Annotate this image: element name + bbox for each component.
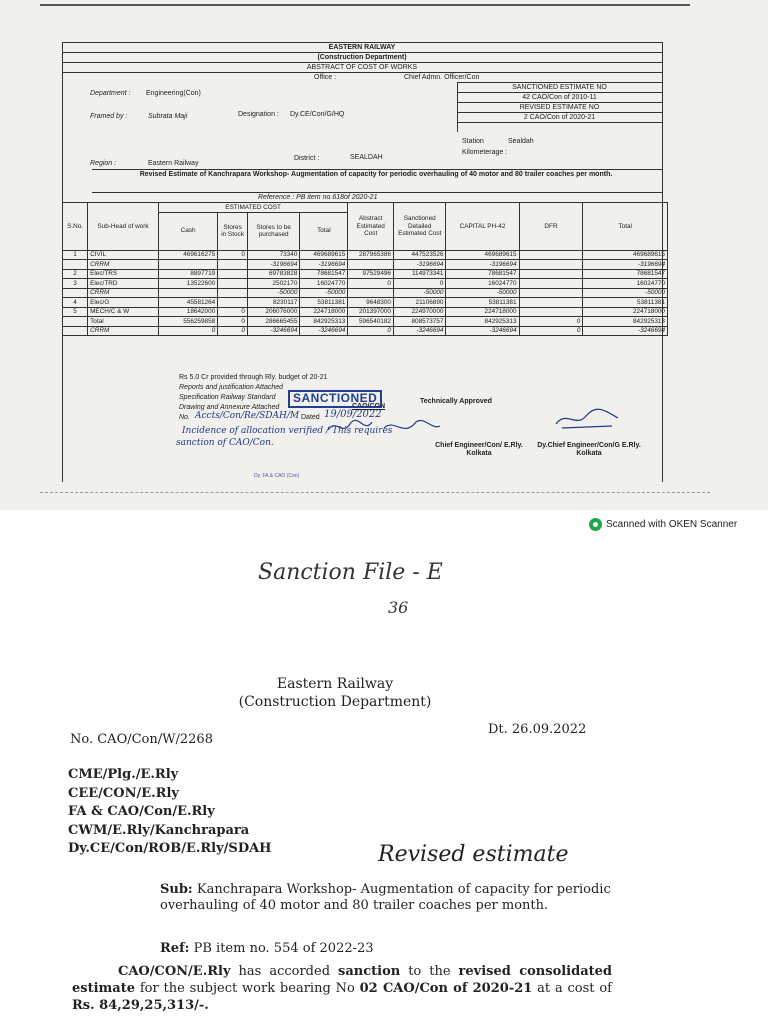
th-sanctioned-detailed: Sanctioned Detailed Estimated Cost (393, 203, 446, 251)
dyce-sign-title: Dy.Chief Engineer/Con/G E.Rly. Kolkata (537, 442, 641, 458)
dyce-signature-icon (552, 406, 622, 432)
table-cell: -3196694 (446, 260, 519, 270)
table-cell: 9648300 (348, 298, 394, 308)
table-cell: 53811381 (446, 298, 519, 308)
recipient-list (68, 766, 271, 859)
table-cell: -3196694 (393, 260, 446, 270)
table-cell: -3196694 (247, 260, 300, 270)
table-cell: 0 (218, 307, 248, 317)
table-cell: 0 (218, 326, 248, 336)
handwritten-date: 19/09/2022 (324, 409, 382, 420)
seal-text: Dy. FA & CAO (Con) (254, 473, 300, 479)
table-cell (519, 279, 583, 289)
letter-date: Dt. 26.09.2022 (488, 722, 587, 737)
table-row (63, 288, 668, 298)
recipient-3: FA & CAO/Con/E.Rly (68, 804, 215, 819)
th-capital: CAPITAL PH-42 (446, 203, 519, 251)
framed-by-label: Framed by : (90, 113, 128, 120)
table-cell: 286665455 (247, 317, 300, 327)
table-cell: 224718000 (446, 307, 519, 317)
work-title: Revised Estimate of Kanchrapara Workshop- Augmentation of capacity for periodic overhauling of 40 motor and 80 trailer coaches per month. (139, 171, 613, 178)
framed-by-value: Subrata Maji (148, 113, 188, 120)
table-cell (218, 269, 248, 279)
recipient-1: CME/Plg./E.Rly (68, 767, 179, 782)
para-authority: CAO/CON/E.Rly (118, 964, 231, 979)
table-cell: 0 (158, 326, 217, 336)
table-cell: CRRM (88, 260, 159, 270)
table-cell (218, 288, 248, 298)
table-cell: 224970000 (393, 307, 446, 317)
table-cell: -50000 (583, 288, 668, 298)
ce-signature-icon (324, 416, 444, 438)
district-label: District : (294, 155, 320, 162)
recipient-4: CWM/E.Rly/Kanchrapara (68, 822, 250, 838)
table-cell: 808573757 (393, 317, 446, 327)
table-cell: -50000 (300, 288, 348, 298)
cost-table (62, 202, 668, 336)
table-cell (63, 326, 88, 336)
table-cell (63, 317, 88, 327)
ref-label: Ref: (160, 941, 190, 956)
region-value: Eastern Railway (148, 160, 199, 167)
table-cell: 3 (63, 279, 88, 289)
para-text-1: has accorded (230, 964, 339, 979)
subject-label: Sub: (160, 882, 193, 897)
table-cell: 16024770 (300, 279, 348, 289)
para-sanction: sanction (338, 964, 401, 979)
designation-value: Dy.CE/Con/G/HQ (290, 111, 345, 118)
org-name: EASTERN RAILWAY (328, 44, 396, 51)
abstract-page (0, 0, 768, 510)
abstract-title: ABSTRACT OF COST OF WORKS (306, 64, 418, 71)
table-cell: Total (88, 317, 159, 327)
table-cell: -50000 (446, 288, 519, 298)
table-cell: 206076000 (247, 307, 300, 317)
district-value: SEALDAH (350, 154, 383, 161)
scanner-logo-icon (589, 518, 602, 531)
table-cell: 53811381 (583, 298, 668, 308)
table-row (63, 250, 668, 260)
table-cell: 842925313 (446, 317, 519, 327)
letter-page (0, 540, 768, 1024)
handwritten-note-line2: sanction of CAO/Con. (176, 438, 274, 448)
table-cell: -3246694 (583, 326, 668, 336)
table-cell: 469689615 (583, 250, 668, 260)
table-cell (519, 307, 583, 317)
table-cell: -3196694 (300, 260, 348, 270)
table-cell: 224718000 (300, 307, 348, 317)
kilometerage-label: Kilometerage : (462, 149, 508, 156)
note-5: No. (179, 414, 190, 421)
table-cell (63, 260, 88, 270)
table-cell: -50000 (247, 288, 300, 298)
para-text-2: to the (400, 964, 459, 979)
station-label: Station (462, 138, 484, 145)
table-cell: 16024770 (446, 279, 519, 289)
table-cell (519, 260, 583, 270)
table-row (63, 260, 668, 270)
note-2: Reports and justification Attached (179, 384, 284, 391)
table-cell: 596540182 (348, 317, 394, 327)
handwritten-file-number: 36 (388, 598, 409, 617)
subject (160, 882, 620, 914)
th-total: Total (300, 212, 348, 250)
table-cell: 78681547 (446, 269, 519, 279)
office-label: Office : (314, 74, 337, 81)
para-text-4: at a cost of (532, 981, 612, 996)
table-cell: 2502170 (247, 279, 300, 289)
reference-line (160, 941, 374, 956)
station-value: Sealdah (508, 138, 534, 145)
table-row (63, 279, 668, 289)
top-rule (40, 4, 690, 6)
table-cell: -3246694 (446, 326, 519, 336)
table-cell: -50000 (393, 288, 446, 298)
recipient-5: Dy.CE/Con/ROB/E.Rly/SDAH (68, 841, 272, 856)
handwritten-memo-no: Accts/Con/Re/SDAH/M (195, 411, 300, 421)
reference: Reference : PB item no.618of 2020-21 (258, 194, 378, 201)
table-cell (348, 260, 394, 270)
table-cell (519, 298, 583, 308)
table-cell: 18642000 (158, 307, 217, 317)
abstract-sheet (62, 36, 665, 479)
table-cell: 53811381 (300, 298, 348, 308)
ce-sign-title: Chief Engineer/Con/ E.Rly. Kolkata (435, 442, 523, 458)
table-cell: 842925313 (583, 317, 668, 327)
dept-name: (Construction Department) (317, 54, 407, 61)
table-cell (519, 250, 583, 260)
sanctioned-estimate-label: SANCTIONED ESTIMATE NO (512, 84, 607, 91)
table-cell: -3196694 (583, 260, 668, 270)
table-cell: 287965386 (348, 250, 394, 260)
table-cell: 73340 (247, 250, 300, 260)
scanner-badge (589, 518, 737, 531)
note-3: Specification Railway Standard (179, 394, 276, 401)
table-cell: 201397000 (348, 307, 394, 317)
office-value: Chief Admn. Officer/Con (404, 74, 480, 81)
dated-label: Dated (301, 414, 320, 421)
table-cell: 8230117 (247, 298, 300, 308)
table-row (63, 298, 668, 308)
revised-estimate-label: REVISED ESTIMATE NO (519, 104, 600, 111)
table-cell: 8897719 (158, 269, 217, 279)
th-estimated-cost: ESTIMATED COST (158, 203, 347, 213)
table-cell: 469616275 (158, 250, 217, 260)
table-cell: 842925313 (300, 317, 348, 327)
para-amount: Rs. 84,29,25,313/-. (72, 998, 209, 1013)
letter-dept: (Construction Department) (238, 694, 432, 710)
table-cell: -3246694 (247, 326, 300, 336)
table-cell: 78681547 (583, 269, 668, 279)
table-row (63, 269, 668, 279)
th-grand-total: Total (583, 203, 668, 251)
para-estimate: revised consolidated estimate (72, 964, 612, 996)
table-cell: 469689615 (446, 250, 519, 260)
table-cell: 0 (519, 326, 583, 336)
table-cell (218, 279, 248, 289)
region-label: Region : (90, 160, 117, 167)
table-cell: 78681547 (300, 269, 348, 279)
note-1: Rs 5.0 Cr provided through Rly. budget of 20-21 (179, 374, 328, 381)
table-cell: Elec/G (88, 298, 159, 308)
table-cell: 4 (63, 298, 88, 308)
cost-table-body (63, 250, 668, 336)
table-row (63, 317, 668, 327)
handwritten-note-line1: Incidence of allocation verified / This requires (182, 426, 393, 436)
table-cell: 45581264 (158, 298, 217, 308)
table-cell (519, 288, 583, 298)
table-cell: 69783828 (247, 269, 300, 279)
letter-number: No. CAO/Con/W/2268 (70, 732, 213, 747)
designation-label: Designation : (238, 111, 279, 118)
table-cell: CRRM (88, 326, 159, 336)
table-row (63, 326, 668, 336)
para-estimate-no: 02 CAO/Con of 2020-21 (359, 981, 533, 996)
th-dfr: DFR (519, 203, 583, 251)
table-cell (218, 298, 248, 308)
table-cell: 97529496 (348, 269, 394, 279)
department-label: Department : (90, 90, 131, 97)
recipient-2: CEE/CON/E.Rly (68, 785, 179, 801)
table-cell: 0 (519, 317, 583, 327)
page-edge (40, 492, 710, 493)
table-cell: CRRM (88, 288, 159, 298)
sanction-paragraph (72, 963, 612, 1014)
table-cell: MECH/C & W (88, 307, 159, 317)
table-cell: 224718000 (583, 307, 668, 317)
table-cell: 1 (63, 250, 88, 260)
subject-text: Kanchrapara Workshop- Augmentation of capacity for periodic overhauling of 40 motor and 80 trailer coaches per month. (160, 882, 611, 913)
note-4: Drawing and Annexure Attached (179, 404, 280, 411)
th-cash: Cash (158, 212, 217, 250)
table-cell: 0 (393, 279, 446, 289)
sanctioned-estimate-value: 42 CAO/Con of 2010-11 (522, 94, 597, 101)
table-cell (63, 288, 88, 298)
th-subhead: Sub-Head of work (88, 203, 159, 251)
table-cell: 0 (218, 250, 248, 260)
department-value: Engineering(Con) (146, 90, 201, 97)
th-stores-to-be-purchased: Stores to be purchased (247, 212, 300, 250)
ref-text: PB item no. 554 of 2022-23 (193, 941, 374, 956)
table-cell: 0 (218, 317, 248, 327)
technically-approved: Technically Approved (420, 398, 492, 405)
table-cell: -3246694 (300, 326, 348, 336)
handwritten-revised-estimate: Revised estimate (378, 842, 569, 867)
table-cell: 556259858 (158, 317, 217, 327)
table-cell (519, 269, 583, 279)
table-cell: 2 (63, 269, 88, 279)
sanctioned-stamp: SANCTIONED (288, 390, 382, 408)
table-cell: 0 (348, 326, 394, 336)
table-cell: 5 (63, 307, 88, 317)
table-cell: 21106890 (393, 298, 446, 308)
table-cell: 447523526 (393, 250, 446, 260)
para-text-3: for the subject work bearing No (135, 981, 360, 996)
th-stores-in-stock: Stores in Stock (218, 212, 248, 250)
table-cell: CIVIL (88, 250, 159, 260)
revised-estimate-value: 2 CAO/Con of 2020-21 (523, 114, 596, 121)
table-row (63, 307, 668, 317)
table-cell (158, 260, 217, 270)
table-cell: 16024770 (583, 279, 668, 289)
table-cell (348, 288, 394, 298)
th-abstract-estimated: Abstract Estimated Cost (348, 203, 394, 251)
table-cell: Elec/TRS (88, 269, 159, 279)
table-cell: 13522600 (158, 279, 217, 289)
handwritten-file-note: Sanction File - E (258, 560, 443, 585)
table-cell: 114973341 (393, 269, 446, 279)
th-sno: S.No. (63, 203, 88, 251)
table-cell: -3246694 (393, 326, 446, 336)
table-cell: 469689615 (300, 250, 348, 260)
letter-org: Eastern Railway (276, 676, 394, 692)
table-cell (158, 288, 217, 298)
table-cell (218, 260, 248, 270)
handwritten-cao-con: CAO/CON (352, 403, 386, 410)
table-cell: 0 (348, 279, 394, 289)
scanner-badge-text: Scanned with OKEN Scanner (606, 519, 738, 530)
table-cell: Elec/TRD (88, 279, 159, 289)
